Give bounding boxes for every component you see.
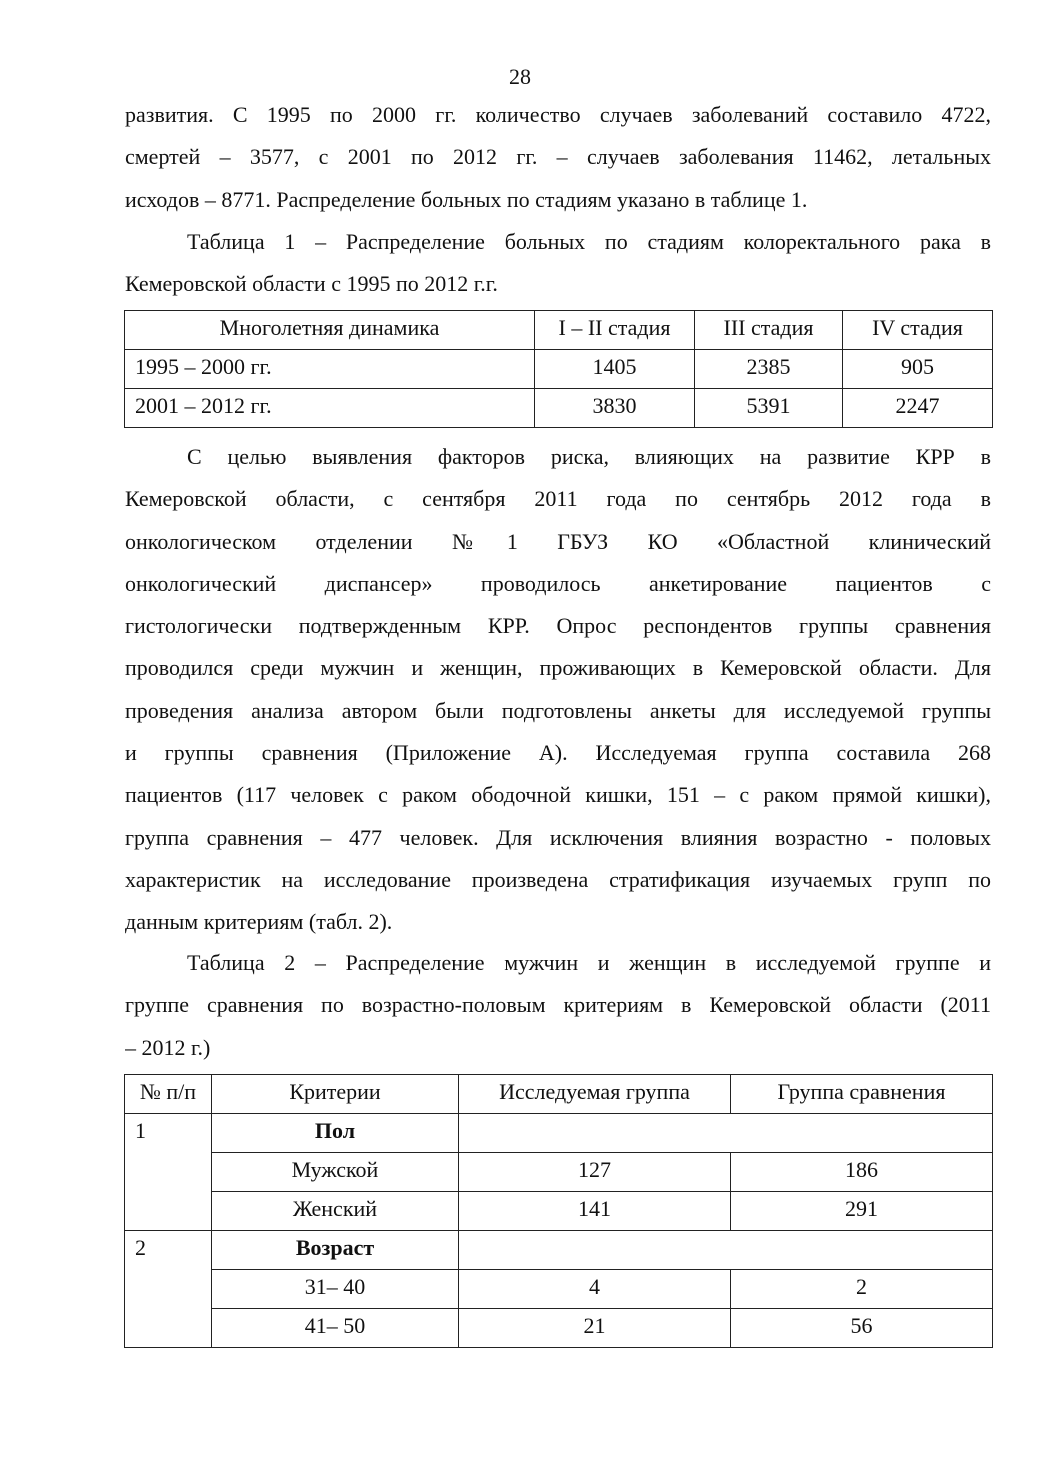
column-header: IV стадия <box>843 311 993 350</box>
table-cell: 56 <box>731 1309 993 1348</box>
table-cell: 31– 40 <box>212 1270 459 1309</box>
column-header: III стадия <box>695 311 843 350</box>
table-cell: 1405 <box>535 350 695 389</box>
paragraph-2 <box>125 436 991 944</box>
text-line: группа сравнения – 477 человек. Для исключения влияния возрастно - половых <box>125 824 991 850</box>
table-cell: 291 <box>731 1192 993 1231</box>
table-cell: 2 <box>731 1270 993 1309</box>
table-header-row <box>125 1075 993 1114</box>
text-line: Кемеровской области, с сентября 2011 года по сентябрь 2012 года в <box>125 486 991 512</box>
table-row <box>125 389 993 428</box>
text-line: пациентов (117 человек с раком ободочной кишки, 151 – с раком прямой кишки), <box>125 782 991 808</box>
table-cell: 1995 – 2000 гг. <box>125 350 535 389</box>
text-line: развития. С 1995 по 2000 гг. количество случаев заболеваний составило 4722, <box>125 102 991 127</box>
text-line: смертей – 3577, с 2001 по 2012 гг. – случаев заболевания 11462, летальных <box>125 144 991 170</box>
section-title: Возраст <box>212 1231 459 1270</box>
text-line: онкологическом отделении №1 ГБУЗ КО «Областной клинический <box>125 528 991 554</box>
table-section-row <box>125 1114 993 1153</box>
text-line: – 2012 г.) <box>125 1034 211 1060</box>
text-line: гистологически подтвержденным КРР. Опрос респондентов группы сравнения <box>125 613 991 639</box>
text-line: Кемеровской области с 1995 по 2012 г.г. <box>125 271 498 297</box>
table-2 <box>124 1074 993 1348</box>
text-line: С целью выявления факторов риска, влияющих на развитие КРР в <box>187 444 991 469</box>
table-cell: 2385 <box>695 350 843 389</box>
table-section-row <box>125 1231 993 1270</box>
column-header: Многолетняя динамика <box>125 311 535 350</box>
table-cell: 905 <box>843 350 993 389</box>
text-line: и группы сравнения (Приложение А). Исследуемая группа составила 268 <box>125 740 991 766</box>
table-row <box>125 1309 993 1348</box>
column-header: I – II стадия <box>535 311 695 350</box>
table-cell: 127 <box>459 1153 731 1192</box>
table-cell: Женский <box>212 1192 459 1231</box>
table-cell: 2001 – 2012 гг. <box>125 389 535 428</box>
table-cell: 186 <box>731 1153 993 1192</box>
column-header: Исследуемая группа <box>459 1075 731 1114</box>
table-1-caption <box>125 221 991 306</box>
section-title: Пол <box>212 1114 459 1153</box>
text-line: проводился среди мужчин и женщин, проживающих в Кемеровской области. Для <box>125 655 991 681</box>
text-line: Таблица 2 – Распределение мужчин и женщин в исследуемой группе и <box>187 950 991 975</box>
table-cell: 41– 50 <box>212 1309 459 1348</box>
text-line: Таблица 1 – Распределение больных по стадиям колоректального рака в <box>187 229 991 254</box>
table-row <box>125 1153 993 1192</box>
table-cell-empty <box>459 1114 993 1153</box>
table-cell: 141 <box>459 1192 731 1231</box>
table-cell: 3830 <box>535 389 695 428</box>
column-header: № п/п <box>125 1075 212 1114</box>
table-2-caption <box>125 942 991 1069</box>
column-header: Критерии <box>212 1075 459 1114</box>
row-number: 2 <box>125 1231 212 1348</box>
text-line: онкологический диспансер» проводилось анкетирование пациентов с <box>125 570 991 596</box>
paragraph-1 <box>125 94 991 221</box>
table-cell: 5391 <box>695 389 843 428</box>
table-1 <box>124 310 993 428</box>
table-row <box>125 350 993 389</box>
text-line: характеристик на исследование произведена стратификация изучаемых групп по <box>125 866 991 892</box>
text-line: проведения анализа автором были подготовлены анкеты для исследуемой группы <box>125 697 991 723</box>
row-number: 1 <box>125 1114 212 1231</box>
table-cell-empty <box>459 1231 993 1270</box>
column-header: Группа сравнения <box>731 1075 993 1114</box>
table-row <box>125 1270 993 1309</box>
table-row <box>125 1192 993 1231</box>
table-cell: 21 <box>459 1309 731 1348</box>
text-line: группе сравнения по возрастно-половым критериям в Кемеровской области (2011 <box>125 992 991 1018</box>
table-header-row <box>125 311 993 350</box>
text-line: данным критериям (табл. 2). <box>125 909 393 935</box>
text-line: исходов – 8771. Распределение больных по стадиям указано в таблице 1. <box>125 186 808 212</box>
page-number: 28 <box>509 64 531 89</box>
table-cell: Мужской <box>212 1153 459 1192</box>
table-cell: 2247 <box>843 389 993 428</box>
table-cell: 4 <box>459 1270 731 1309</box>
